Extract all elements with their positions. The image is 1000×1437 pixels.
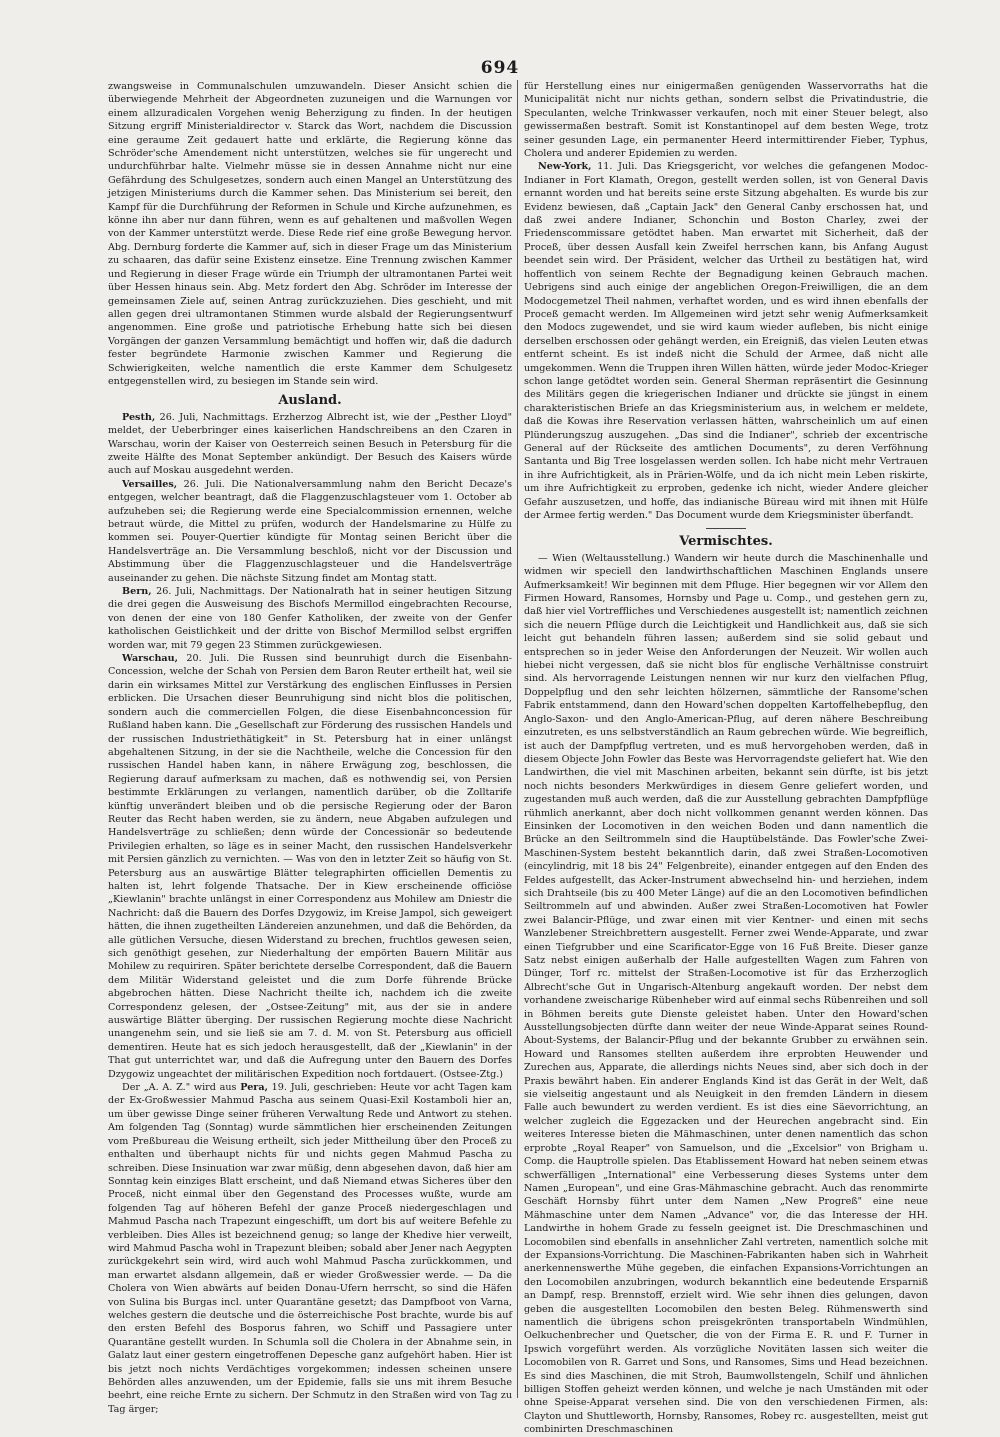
article-versailles: [108, 478, 512, 585]
article-pera: [108, 1081, 512, 1416]
section-heading-vermischtes: Vermischtes.: [679, 534, 773, 550]
dateline-new-york: New-York,: [538, 161, 592, 173]
article-warschau: [108, 652, 512, 1081]
lead-pera: Der „A. A. Z." wird aus: [122, 1082, 241, 1094]
dateline-pesth: Pesth,: [122, 411, 156, 423]
text-versailles: 26. Juli. Die Nationalversammlung nahm den Bericht Decaze's entgegen, welcher beantragt, daß die Flaggenzuschlagsteuer vom 1. October ab aufzuheben sei; die Regierung werde eine Specialcommission ernennen, welche betraut würde, die Mittel zu prüfen, wodurch der Handelsmarine zu Hülfe zu kommen sei. Pouyer-Quertier kündigte für Montag seinen Bericht über die Handelsverträge an. Die Versammlung beschloß, nicht vor der Discussion und Abstimmung über die Flaggenzuschlagsteuer und die Handelsverträge auseinander zu gehen. Die nächste Sitzung findet am Montag statt.: [108, 478, 512, 584]
text-bern: 26. Juli, Nachmittags. Der Nationalrath hat in seiner heutigen Sitzung die drei gegen die Ausweisung des Bischofs Mermillod eingebrachten Recourse, von denen der eine von 180 Genfer Katholiken, der zweite von der Genfer katholischen Geistlichkeit und der dritte von Bischof Mermillod selbst ergriffen worden war, mit 79 gegen 23 Stimmen zurückgewiesen.: [108, 586, 512, 651]
dateline-pera: Pera,: [240, 1082, 268, 1094]
section-divider: [706, 528, 746, 529]
dateline-bern: Bern,: [122, 586, 152, 598]
text-pesth: 26. Juli, Nachmittags. Erzherzog Albrecht ist, wie der „Pesther Lloyd" meldet, der Ueberbringer eines kaiserlichen Handschreibens an den Czaren in Warschau, worin der Kaiser von Oesterreich seinen Besuch in Petersburg für die zweite Hälfte des Monat September ankündigt. Der Besuch des Kaisers würde auch auf Moskau ausgedehnt werden.: [108, 411, 512, 477]
paragraph-hessen-schulgesetz: zwangsweise in Communalschulen umzuwandeln. Dieser Ansicht schien die überwiegende Mehrheit der Abgeordneten zuzuneigen und die Warnungen vor einem allzuradicalen Vorgehen wenig Beherzigung zu finden. In der heutigen Sitzung ergriff Ministerialdirector v. Starck das Wort, nachdem die Discussion eine geraume Zeit gedauert hatte und erklärte, die Regierung könne das Schröder'sche Amendement nicht unterstützen, welches sie für ungerecht und undurchführbar halte. Vielmehr müsse sie in dessen Annahme nicht nur eine Gefährdung des Schulgesetzes, sondern auch einen Mangel an Unterstützung des jetzigen Ministeriums durch die Kammer sehen. Das Ministerium sei bereit, den Kampf für die Durchführung der Reformen in Schule und Kirche aufzunehmen, es könne ihn aber nur dann führen, wenn es auf gehaltenen und maßvollen Wegen von der Kammer unterstützt werde. Diese Rede rief eine große Bewegung hervor. Abg. Dernburg forderte die Kammer auf, sich in dieser Frage um das Ministerium zu schaaren, das dafür seine Existenz einsetze. Eine Trennung zwischen Kammer und Regierung in dieser Frage würde ein Triumph der ultramontanen Partei weit über Hessen hinaus sein. Abg. Metz fordert den Abg. Schröder im Interesse der gemeinsamen Ziele auf, seinen Antrag zurückzuziehen. Dies geschieht, und mit allen gegen drei ultramontanen Stimmen wurde alsbald der Regierungsentwurf angenommen. Eine große und patriotische Erhebung hatte sich bei diesen Vorgängen der ganzen Versammlung bemächtigt und hoffen wir, daß die dadurch fester begründete Harmonie zwischen Kammer und Regierung die Schwierigkeiten, welche namentlich die erste Kammer dem Schulgesetz entgegenstellen wird, zu besiegen im Stande sein wird.: [108, 81, 512, 387]
text-pera: 19. Juli, geschrieben: Heute vor acht Tagen kam der Ex-Großwessier Mahmud Pascha aus seinem Quasi-Exil Kostamboli hier an, um über gewisse Dinge seiner früheren Verwaltung Rede und Antwort zu stehen. Am folgenden Tag (Sonntag) wurde sämmtlichen hier erscheinenden Zeitungen vom Preßbureau die Weisung ertheilt, sich jeder Mittheilung über den Proceß zu enthalten und überhaupt nichts für und nichts gegen Mahmud Pascha zu schreiben. Diese Insinuation war zwar müßig, denn abgesehen davon, daß hier am Sonntag kein einziges Blatt erscheint, und daß Niemand etwas Sicheres über den Proceß, nicht einmal über den Gegenstand des Processes wußte, wurde am folgenden Tag auf höheren Befehl der ganze Proceß niedergeschlagen und Mahmud Pascha nach Trapezunt eingeschifft, um dort bis auf weitere Befehle zu verbleiben. Dies Alles ist bezeichnend genug; so lange der Khedive hier verweilt, wird Mahmud Pascha wohl in Trapezunt bleiben; sobald aber Jener nach Aegypten zurückgekehrt sein wird, wird auch wohl Mahmud Pascha zurückkommen, und man erwartet alsdann allgemein, daß er wieder Großwessier werde. — Da die Cholera von Wien abwärts auf beiden Donau-Ufern herrscht, so sind die Häfen von Sulina bis Burgas incl. unter Quarantäne gesetzt; das Dampfboot von Varna, welches gestern die deutsche und die österreichische Post brachte, wurde bis auf den ersten Befehl des Bosporus fahren, wo Schiff und Passagiere unter Quarantäne gestellt wurden. In Schumla soll die Cholera in der Abnahme sein, in Galatz laut einer gestern eingetroffenen Depesche ganz aufgehört haben. Hier ist bis jetzt noch nichts Verdächtiges vorgekommen; indessen scheinen unsere Behörden alles anzuwenden, um der Epidemie, falls sie uns mit ihrem Besuche beehrt, eine reiche Ernte zu sichern. Der Schmutz in den Straßen wird von Tag zu Tag ärger;: [108, 1082, 513, 1415]
text-warschau: 20. Juli. Die Russen sind beunruhigt durch die Eisenbahn-Concession, welche der Schah von Persien dem Baron Reuter ertheilt hat, weil sie darin ein wirksames Mittel zur Verstärkung des englischen Einflusses in Persien erblicken. Die Ursachen dieser Beunruhigung sind nicht blos die politischen, sondern auch die commerciellen Folgen, die diese Eisenbahnconcession für Rußland haben kann. Die „Gesellschaft zur Förderung des russischen Handels und der russischen Industriethätigkeit" in St. Petersburg hat in einer unlängst abgehaltenen Sitzung, in der sie die Nachtheile, welche die Concession für den russischen Handel haben kann, in nähere Erwägung zog, beschlossen, die Regierung darauf aufmerksam zu machen, daß es nothwendig sei, von Persien bestimmte Erklärungen zu verlangen, namentlich darüber, ob die Zolltarife künftig unverändert bleiben und ob die persische Regierung oder der Baron Reuter das Recht haben werden, sie zu ändern, neue Abgaben aufzulegen und Handelsverträge zu schließen; denn würde der Concessionär so bedeutende Privilegien erhalten, so läge es in seiner Macht, den russischen Handelsverkehr mit Persien gänzlich zu vernichten. — Was von den in letzter Zeit so häufig von St. Petersburg aus an auswärtige Blätter telegraphirten officiellen Dementis zu halten ist, lehrt folgende Thatsache. Der in Kiew erscheinende officiöse „Kiewlanin" brachte unlängst in einer Correspondenz aus Mohilew am Dniestr die Nachricht: daß die Bauern des Dorfes Dzygowiz, im Kreise Jampol, sich geweigert hätten, die ihnen zugetheilten Ländereien anzunehmen, und daß die Behörden, da alle gütlichen Versuche, diesen Widerstand zu brechen, fruchtlos gewesen seien, sich genöthigt gesehen, zur Niederhaltung der empörten Bauern Militär aus Mohilew zu requiriren. Später berichtete derselbe Correspondent, daß die Bauern dem Militär Widerstand geleistet und die zum Dorfe führende Brücke abgebrochen hätten. Diese Nachricht theilte ich, nachdem ich die zweite Correspondenz gelesen, der „Ostsee-Zeitung" mit, aus der sie in andere auswärtige Blätter überging. Der russischen Regierung mochte diese Nachricht unangenehm sein, und sie ließ sie am 7. d. M. von St. Petersburg aus officiell dementiren. Heute hat es sich jedoch herausgestellt, daß der „Kiewlanin" in der That gut unterrichtet war, und daß die Aufregung unter den Bauern des Dorfes Dzygowiz ungeachtet der militärischen Expedition noch fortdauert. (Ostsee-Ztg.): [108, 653, 512, 1080]
dateline-warschau: Warschau,: [122, 653, 178, 665]
article-pesth: [108, 411, 512, 478]
left-column: [108, 80, 513, 1415]
text-new-york: 11. Juli. Das Kriegsgericht, vor welches die gefangenen Modoc-Indianer in Fort Klamath, Oregon, gestellt werden sollen, ist von General Davis ernannt worden und hat bereits seine erste Sitzung abgehalten. Es wurde bis zur Evidenz bewiesen, daß „Captain Jack" den General Canby erschossen hat, und daß zwei andere Indianer, Schonchin und Boston Charley, zwei der Friedenscommissare getödtet haben. Man erwartet mit Sicherheit, daß der Proceß, über dessen Ausfall kein Zweifel herrschen kann, bis Anfang August beendet sein wird. Der Präsident, welcher das Urtheil zu bestätigen hat, wird hoffentlich von seinem Rechte der Begnadigung keinen Gebrauch machen. Uebrigens sind auch einige der angeblichen Oregon-Freiwilligen, die an dem Modocgemetzel Theil nahmen, verhaftet worden, und es wird ihnen ebenfalls der Proceß gemacht werden. Im Allgemeinen wird jetzt sehr wenig Aufmerksamkeit den Modocs zugewendet, und sie wird kaum wieder aufleben, bis nicht einige derselben erschossen oder gehängt werden, ein Ereigniß, das vielen Leuten etwas entfernt scheint. Es ist indeß nicht die Schuld der Armee, daß nicht alle umgekommen. Wenn die Truppen ihren Willen hätten, würde jeder Modoc-Krieger schon lange getödtet worden sein. General Sherman repräsentirt die Gesinnung des Militärs gegen die kriegerischen Indianer und drückte sie jüngst in einem charakteristischen Briefe an das Kriegsministerium aus, in welchem er meldete, daß die Kowas ihre Reservation verlassen hätten, wahrscheinlich um auf einen Plünderungszug auszugehen. „Das sind die Indianer", schrieb der excentrische General auf der Rückseite des amtlichen Documents", zu deren Verföhnung Santanta und Big Tree losgelassen werden sollen. Ich habe nicht mehr Vertrauen in ihre Aufrichtigkeit, als in Prärien-Wölfe, und da ich nicht mein Leben riskirte, um ihre Aufrichtigkeit zu erproben, gedenke ich nicht, wieder Andere gleicher Gefahr auszusetzen, und hoffe, das indianische Büreau wird mit ihnen mit Hülfe der Armee fertig werden." Das Document wurde dem Kriegsminister überfandt.: [524, 161, 928, 521]
column-divider: [517, 80, 518, 1398]
page-number: 694: [480, 58, 520, 78]
dateline-versailles: Versailles,: [122, 478, 178, 490]
paragraph-konstantinopel: für Herstellung eines nur einigermaßen genügenden Wasservorraths hat die Municipalität nicht nur nichts gethan, sondern selbst die Privatindustrie, die Speculanten, welche Trinkwasser verkaufen, noch mit einer Steuer belegt, also gewissermaßen bestraft. Somit ist Konstantinopel auf dem besten Wege, trotz seiner gesunden Lage, ein permanenter Heerd intermittirender Fieber, Typhus, Cholera und anderer Epidemien zu werden.: [524, 81, 928, 160]
article-bern: [108, 585, 512, 652]
right-column: [524, 80, 928, 1436]
article-new-york: [524, 160, 928, 522]
section-heading-ausland: Ausland.: [278, 393, 342, 409]
article-wien-weltausstellung: — Wien (Weltausstellung.) Wandern wir heute durch die Maschinenhalle und widmen wir speciell den landwirthschaftlichen Maschinen Englands unsere Aufmerksamkeit! Wir beginnen mit dem Pfluge. Hier begegnen wir vor Allem den Firmen Howard, Ransomes, Hornsby und Page u. Comp., und gestehen gern zu, daß hier viel Vortreffliches und Verschiedenes ausgestellt ist; namentlich zeichnen sich die neuern Pflüge durch die Leichtigkeit und Handlichkeit aus, daß sie sich leicht gut behandeln führen lassen; außerdem sind sie solid gebaut und entsprechen so in jeder Weise den Anforderungen der Neuzeit. Wir wollen auch hiebei nicht vergessen, daß sie nicht blos für englische Verhältnisse construirt sind. Als hervorragende Leistungen nennen wir nur kurz den vielfachen Pflug, Doppelpflug und den sehr leichten hölzernen, sämmtliche der Ransome'schen Fabrik entstammend, dann den Howard'schen doppelten Kartoffelhebepflug, den Anglo-Saxon- und den Anglo-American-Pflug, auf deren nähere Beschreibung einzutreten, es uns selbstverständlich an Raum gebrechen würde. Wie begreiflich, ist auch der Dampfpflug vertreten, und es muß hervorgehoben werden, daß in diesem Objecte John Fowler das Beste was Hervorragendste geliefert hat. Wie den Landwirthen, die viel mit Maschinen arbeiten, bekannt sein dürfte, ist bis jetzt noch nichts besonders Merkwürdiges in diesem Genre geliefert worden, und zugestanden muß auch werden, daß die zur Ausstellung gebrachten Dampfpflüge rühmlich anerkannt, aber doch nicht vollkommen genannt werden können. Das Einsinken der Locomotiven in den weichen Boden und dann namentlich die Brücke an den Seiltrommeln sind die Hauptübelstände. Das Fowler'sche Zwei-Maschinen-System besteht bekanntlich darin, daß zwei Straßen-Locomotiven (eincylindrig, mit 18 bis 24" Felgenbreite), einander entgegen auf den Enden des Feldes aufgestellt, das Acker-Instrument abwechselnd hin- und herziehen, indem sich Drahtseile (bis zu 400 Meter Länge) auf die an den Locomotiven befindlichen Seiltrommeln auf und abwinden. Außer zwei Straßen-Locomotiven hat Fowler zwei Balancir-Pflüge, und zwar einen mit vier Kentner- und einen mit sechs Wanzlebener Streichbrettern ausgestellt. Ferner zwei Wende-Apparate, und zwar einen Tiefgrubber und eine Scarificator-Egge von 16 Fuß Breite. Dieser ganze Satz nebst einigen außerhalb der Halle aufgestellten Wagen zum Fahren von Dünger, Torf rc. mittelst der Straßen-Locomotive ist für das Erzherzoglich Albrecht'sche Gut in Ungarisch-Altenburg angekauft worden. Der nebst dem vorhandene zweischarige Rübenheber wird auf einmal sechs Rübenreihen und soll in Böhmen bereits gute Dienste geleistet haben. Unter den Howard'schen Ausstellungsobjecten dürfte dann weiter der neue Winde-Apparat seines Round-About-Systems, der Balancir-Pflug und der bekannte Grubber zu erwähnen sein. Howard und Ransomes stellten außerdem ihre erprobten Heuwender und Zurechen aus, Apparate, die allerdings nichts Neues sind, aber sich doch in der Praxis bewährt haben. Ein anderer Englands Kind ist das Gerät in der Welt, daß sie vielseitig angestaunt und als Neuigkeit in den fremden Ländern in diesem Falle auch bewundert zu werden verdient. Es ist dies eine Säevorrichtung, an welcher zugleich die Eggezacken und der Heurechen angebracht sind. Ein weiteres Interesse bieten die Mähmaschinen, unter denen namentlich das schon erprobte „Royal Reaper" von Samuelson, und die „Excelsior" von Brigham u. Comp. die Hauptrolle spielen. Das Etablissement Howard hat neben seinem etwas schwerfälligen „International" eine Verbesserung dieses Systems unter dem Namen „European", und eine Gras-Mähmaschine gebracht. Auch das renommirte Geschäft Hornsby führt unter dem Namen „New Progreß" eine neue Mähmaschine unter dem Namen „Advance" vor, die das Interesse der HH. Landwirthe in hohem Grade zu fesseln geeignet ist. Die Dreschmaschinen und Locomobilen sind ebenfalls in ansehnlicher Zahl vertreten, namentlich solche mit der Expansions-Vorrichtung. Die Maschinen-Fabrikanten haben sich in Wahrheit anerkennenswerthe Mühe gegeben, die einfachen Expansions-Vorrichtungen an den Locomobilen anzubringen, wodurch bekanntlich eine bedeutende Ersparniß an Dampf, resp. Brennstoff, erzielt wird. Wie sehr ihnen dies gelungen, davon geben die ausgestellten Locomobilen den besten Beleg. Rühmenswerth sind namentlich die übrigens schon preisgekrönten transportabeln Windmühlen, Oelkuchenbrecher und Quetscher, die von der Firma E. R. und F. Turner in Ipswich vorgeführt werden. Als vorzügliche Novitäten lassen sich weiter die Locomobilen von R. Garret und Sons, und Ransomes, Sims und Head bezeichnen. Es sind dies Maschinen, die mit Stroh, Baumwollstengeln, Schilf und ähnlichen billigen Stoffen geheizt werden können, und welche je nach Umständen mit oder ohne Speise-Apparat versehen sind. Die von den verschiedenen Firmen, als: Clayton und Shuttleworth, Hornsby, Ransomes, Robey rc. ausgestellten, meist gut combinirten Dreschmaschinen: [524, 552, 928, 1436]
